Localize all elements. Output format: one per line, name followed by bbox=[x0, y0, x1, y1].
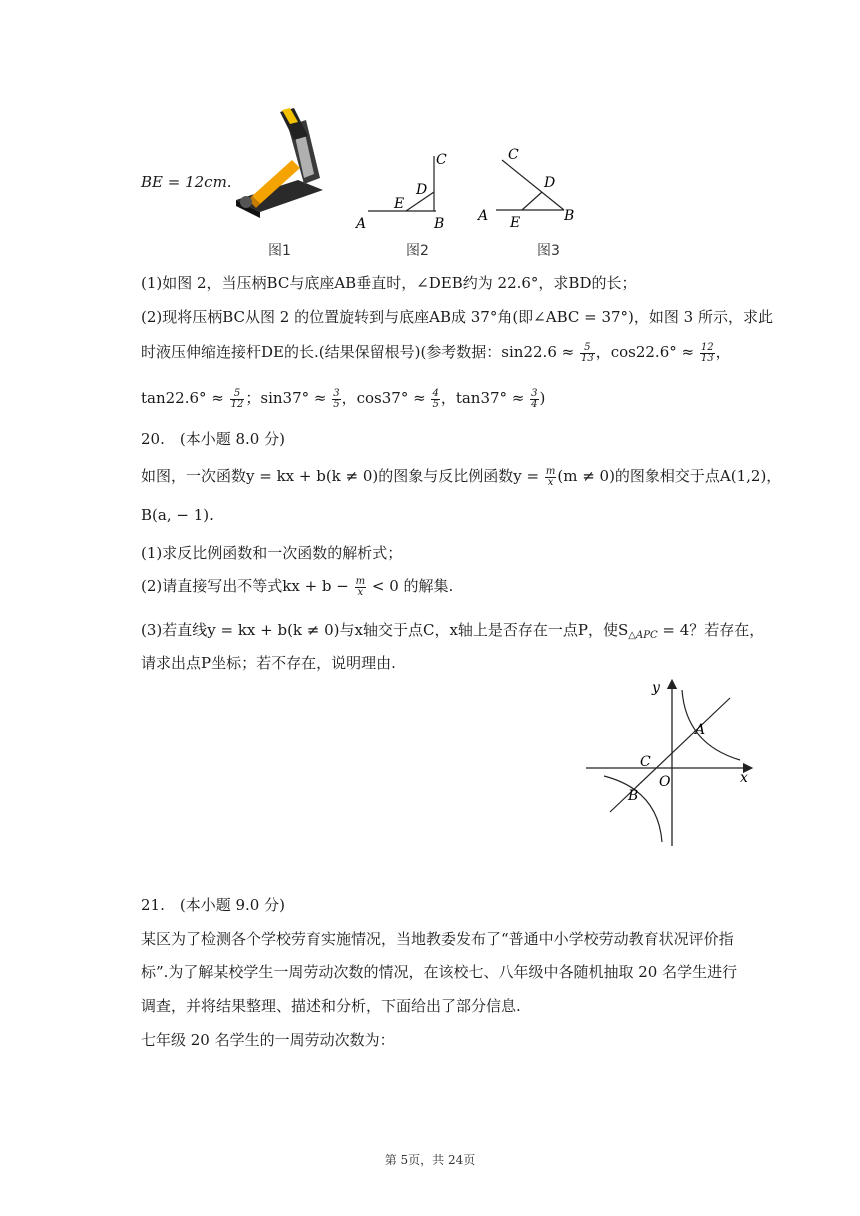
fig3-diagram bbox=[472, 140, 582, 230]
fig3-caption: 图3 bbox=[537, 243, 560, 259]
page-footer: 第 5页，共 24页 bbox=[384, 1153, 476, 1167]
be-length-text: BE = 12cm. bbox=[141, 173, 232, 191]
q19-part2-line3: tan22.6° ≈ $\frac{5}{12}$ ；sin37° ≈ $\frac{3}{5}$ ，cos37° ≈ $\frac{4}{5}$ ，tan37° ≈ $\frac{3}{4}$ ) bbox=[141, 387, 546, 410]
q20-part2: (2)请直接写出不等式kx + b − $\frac{m}{x}$ < 0 的解集. bbox=[141, 575, 454, 598]
fig2-label-e: E bbox=[394, 196, 405, 212]
fig2-diagram bbox=[350, 148, 460, 233]
q20-line2: B(a, − 1). bbox=[141, 506, 214, 524]
q21-line2: 标”.为了解某校学生一周劳动次数的情况，在该校七、八年级中各随机抽取 20 名学生进行 bbox=[141, 963, 738, 981]
fig2-label-b: B bbox=[434, 216, 445, 232]
q19-part2-line2: 时液压伸缩连接杆DE的长.(结果保留根号)(参考数据：sin22.6 ≈ $\frac{5}{13}$ ，cos22.6° ≈ $\frac{12}{13}$ ， bbox=[141, 341, 731, 364]
graph-label-b: B bbox=[628, 788, 639, 804]
q19-part2-line1: (2)现将压柄BC从图 2 的位置旋转到与底座AB成 37°角(即∠ABC = 37°)，如图 3 所示，求此 bbox=[141, 308, 773, 326]
q20-line1: 如图，一次函数y = kx + b(k ≠ 0)的图象与反比例函数y = $\frac{m}{x}$ (m ≠ 0)的图象相交于点A(1,2)， bbox=[141, 465, 782, 488]
q20-graph bbox=[582, 676, 758, 850]
graph-label-x: x bbox=[740, 770, 748, 786]
q21-line3: 调查，并将结果整理、描述和分析，下面给出了部分信息. bbox=[141, 997, 521, 1015]
q21-line1: 某区为了检测各个学校劳育实施情况，当地教委发布了“普通中小学校劳动教育状况评价指 bbox=[141, 930, 734, 948]
q21-header: 21. (本小题 9.0 分) bbox=[141, 896, 285, 914]
q19-part1: (1)如图 2，当压柄BC与底座AB垂直时，∠DEB约为 22.6°，求BD的长； bbox=[141, 274, 637, 292]
fig3-label-c: C bbox=[508, 147, 519, 163]
fig2-caption: 图2 bbox=[406, 243, 429, 259]
fig2-label-a: A bbox=[356, 216, 367, 232]
q20-part3-line1: (3)若直线y = kx + b(k ≠ 0)与x轴交于点C，x轴上是否存在一点P，使$S_{\triangle APC} = 4$？若存在， bbox=[141, 621, 765, 641]
fig1-press-image bbox=[228, 108, 328, 220]
fig3-label-a: A bbox=[478, 208, 489, 224]
q20-part3-line2: 请求出点P坐标；若不存在，说明理由. bbox=[141, 654, 396, 672]
graph-label-a: A bbox=[695, 722, 706, 738]
fig3-label-d: D bbox=[544, 175, 556, 191]
graph-label-y: y bbox=[652, 680, 660, 696]
graph-label-o: O bbox=[659, 774, 671, 790]
graph-label-c: C bbox=[640, 754, 651, 770]
fig1-caption: 图1 bbox=[268, 243, 291, 259]
fig3-label-e: E bbox=[510, 215, 521, 230]
fig2-label-c: C bbox=[436, 152, 447, 168]
q20-part1: (1)求反比例函数和一次函数的解析式； bbox=[141, 544, 403, 562]
fig3-label-b: B bbox=[564, 208, 575, 224]
q21-line4: 七年级 20 名学生的一周劳动次数为： bbox=[141, 1031, 395, 1049]
q20-header: 20. (本小题 8.0 分) bbox=[141, 430, 285, 448]
fig2-label-d: D bbox=[416, 182, 428, 198]
